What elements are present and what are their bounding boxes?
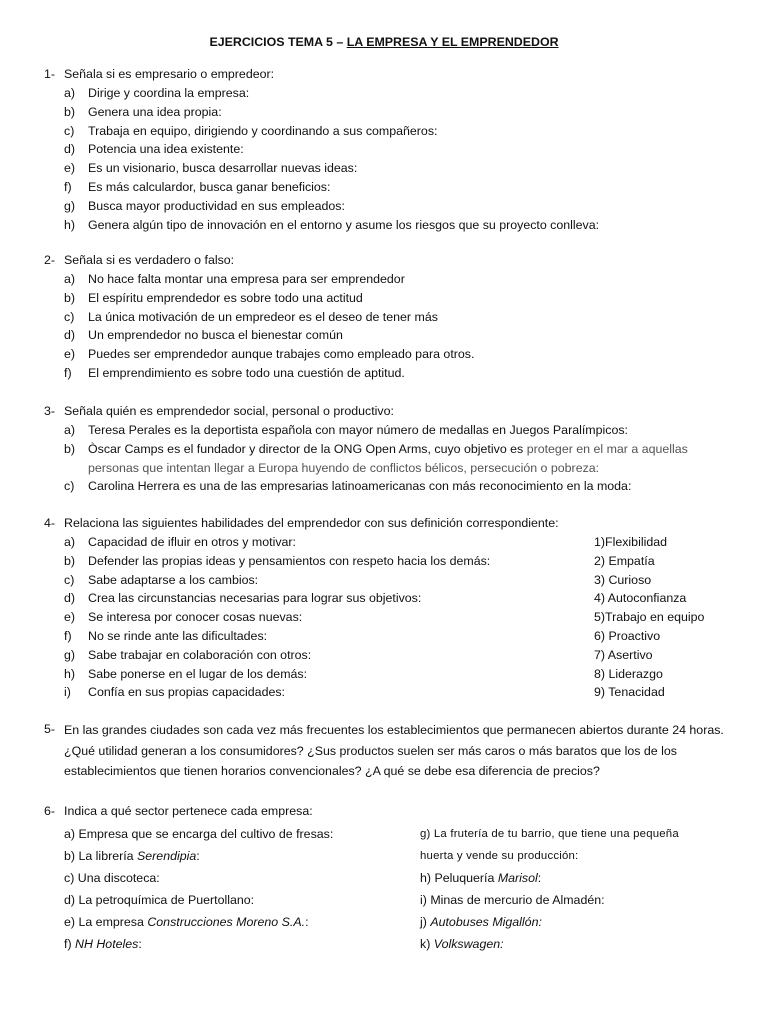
question-text: En las grandes ciudades son cada vez más frecuentes los establecimientos que permanecen abiertos durante 24 horas. ¿Qué utilidad generan a los consumidores? ¿Sus productos suelen ser más caros o más baratos que los de los establecimientos que tienen horarios convencionales? ¿A qué se debe esa diferencia de precios? <box>64 723 724 778</box>
company-item-a: a) Empresa que se encarga del cultivo de fresas: <box>64 827 334 841</box>
item-text: Crea las circunstancias necesarias para lograr sus objetivos: <box>88 591 422 606</box>
definition-label: 5)Trabajo en equipo <box>594 610 705 625</box>
company-item-d: d) La petroquímica de Puertollano: <box>64 893 255 907</box>
item-text: Se interesa por conocer cosas nuevas: <box>88 610 303 625</box>
item-label: c) <box>64 309 75 324</box>
list-item <box>64 289 738 308</box>
list-item <box>64 178 738 197</box>
title-prefix: EJERCICIOS TEMA 5 – <box>209 35 347 49</box>
item-text-gray: personas que intentan llegar a Europa huyendo de conflictos bélicos, persecución o pobreza: <box>88 460 600 475</box>
item-text: Un emprendedor no busca el bienestar común <box>88 328 343 343</box>
item-label: g) <box>64 198 76 213</box>
list-item <box>64 421 738 440</box>
list-item <box>64 122 738 141</box>
item-text: Trabaja en equipo, dirigiendo y coordinando a sus compañeros: <box>88 123 438 138</box>
list-item <box>64 159 738 178</box>
item-label: c) <box>64 123 75 138</box>
item-text: Es más calculardor, busca ganar beneficios: <box>88 179 331 194</box>
item-label: c) <box>64 572 75 587</box>
company-grid <box>64 823 738 955</box>
definition-label: 8) Liderazgo <box>594 666 663 681</box>
item-label: h) <box>64 666 76 681</box>
item-label: f) <box>64 628 72 643</box>
company-item-g-line2: huerta y vende su producción: <box>420 850 579 862</box>
item-label: f) <box>64 365 72 380</box>
item-text: Potencia una idea existente: <box>88 142 244 157</box>
question-text: Relaciona las siguientes habilidades del emprendedor con sus definición correspondiente: <box>64 516 559 530</box>
list-item <box>64 646 738 665</box>
page-title <box>0 35 768 49</box>
question-number: 2- <box>44 253 56 267</box>
title-underlined: LA EMPRESA Y EL EMPRENDEDOR <box>346 35 559 49</box>
item-text: El emprendimiento es sobre todo una cuestión de aptitud. <box>88 365 405 380</box>
company-item-h: h) Peluquería Marisol: <box>420 871 542 885</box>
item-label: g) <box>64 647 76 662</box>
item-label: a) <box>64 272 76 286</box>
item-text: No se rinde ante las dificultades: <box>88 628 268 643</box>
list-item <box>64 308 738 327</box>
item-label: h) <box>64 217 76 232</box>
definition-label: 7) Asertivo <box>594 647 653 662</box>
item-text: Defender las propias ideas y pensamientos con respeto hacia los demás: <box>88 553 491 568</box>
item-text: Puedes ser emprendedor aunque trabajes como empleado para otros. <box>88 347 475 362</box>
question-1 <box>44 65 738 234</box>
list-item <box>64 140 738 159</box>
item-label: e) <box>64 610 76 625</box>
item-label: a) <box>64 535 76 549</box>
list-item <box>64 197 738 216</box>
question-4 <box>44 514 738 702</box>
item-label: e) <box>64 161 76 176</box>
item-text: Sabe trabajar en colaboración con otros: <box>88 647 312 662</box>
item-text: Genera algún tipo de innovación en el entorno y asume los riesgos que su proyecto conlleva: <box>88 217 600 232</box>
item-text: La única motivación de un empredeor es el deseo de tener más <box>88 309 438 324</box>
definition-label: 9) Tenacidad <box>594 685 665 700</box>
company-item-k: k) Volkswagen: <box>420 937 504 951</box>
list-item <box>64 326 738 345</box>
question-text: Señala si es empresario o empredeor: <box>64 67 275 81</box>
item-text: Confía en sus propias capacidades: <box>88 685 285 700</box>
company-item-f: f) NH Hoteles: <box>64 937 142 951</box>
list-item <box>64 552 738 571</box>
item-label: d) <box>64 591 76 606</box>
question-number: 4- <box>44 516 56 530</box>
item-text: Capacidad de ifluir en otros y motivar: <box>88 535 296 549</box>
item-label: e) <box>64 347 76 362</box>
question-5 <box>44 720 738 782</box>
item-text: No hace falta montar una empresa para ser emprendedor <box>88 272 405 286</box>
list-item <box>64 216 738 235</box>
question-number: 3- <box>44 404 56 418</box>
company-item-j: j) Autobuses Migallón: <box>420 915 542 929</box>
company-item-b: b) La librería Serendipia: <box>64 849 200 863</box>
company-item-e: e) La empresa Construcciones Moreno S.A.: <box>64 915 309 929</box>
question-number: 1- <box>44 67 56 81</box>
list-item <box>64 364 738 383</box>
list-item <box>64 533 738 552</box>
list-item-continuation <box>64 459 738 478</box>
list-item <box>64 608 738 627</box>
list-item <box>64 345 738 364</box>
item-text: Genera una idea propia: <box>88 104 222 119</box>
question-number: 5- <box>44 722 56 736</box>
item-label: b) <box>64 553 76 568</box>
definition-label: 3) Curioso <box>594 572 652 587</box>
item-label: d) <box>64 328 76 343</box>
question-text: Señala quién es emprendedor social, personal o productivo: <box>64 404 394 418</box>
question-3 <box>44 402 738 496</box>
item-label: c) <box>64 479 75 494</box>
definition-label: 2) Empatía <box>594 553 655 568</box>
item-text <box>88 440 738 459</box>
list-item <box>64 440 738 459</box>
list-item <box>64 270 738 289</box>
item-label: a) <box>64 423 76 437</box>
item-label: b) <box>64 290 76 305</box>
question-number: 6- <box>44 804 56 818</box>
item-text: Sabe adaptarse a los cambios: <box>88 572 259 587</box>
item-text: Busca mayor productividad en sus empleados: <box>88 198 345 213</box>
list-item <box>64 665 738 684</box>
definition-label: 6) Proactivo <box>594 628 661 643</box>
item-label: i) <box>64 685 71 700</box>
item-label: f) <box>64 179 72 194</box>
list-item <box>64 683 738 702</box>
question-text: Indica a qué sector pertenece cada empresa: <box>64 804 313 818</box>
item-text: El espíritu emprendedor es sobre todo una actitud <box>88 290 363 305</box>
item-label: a) <box>64 86 76 100</box>
list-item <box>64 627 738 646</box>
list-item <box>64 477 738 496</box>
company-item-i: i) Minas de mercurio de Almadén: <box>420 893 605 907</box>
list-item <box>64 571 738 590</box>
item-text: Sabe ponerse en el lugar de los demás: <box>88 666 308 681</box>
item-text: Carolina Herrera es una de las empresarias latinoamericanas con más reconocimiento en la moda: <box>88 479 632 494</box>
item-text-main: Òscar Camps es el fundador y director de la ONG Open Arms, cuyo objetivo es <box>88 441 527 456</box>
question-text: Señala si es verdadero o falso: <box>64 253 235 267</box>
definition-label: 1)Flexibilidad <box>594 535 668 549</box>
list-item <box>64 103 738 122</box>
company-item-c: c) Una discoteca: <box>64 871 160 885</box>
item-label: b) <box>64 104 76 119</box>
question-2 <box>44 251 738 383</box>
item-text: Dirige y coordina la empresa: <box>88 86 250 100</box>
item-text: Teresa Perales es la deportista española con mayor número de medallas en Juegos Paralímpicos: <box>88 423 628 437</box>
list-item <box>64 589 738 608</box>
item-label: d) <box>64 142 76 157</box>
question-6 <box>44 802 738 955</box>
item-text: Es un visionario, busca desarrollar nuevas ideas: <box>88 161 358 176</box>
list-item <box>64 84 738 103</box>
item-text-gray: proteger en el mar a aquellas <box>526 441 688 456</box>
definition-label: 4) Autoconfianza <box>594 591 687 606</box>
item-label: b) <box>64 441 76 456</box>
company-item-g-line1: g) La frutería de tu barrio, que tiene una pequeña <box>420 828 679 840</box>
